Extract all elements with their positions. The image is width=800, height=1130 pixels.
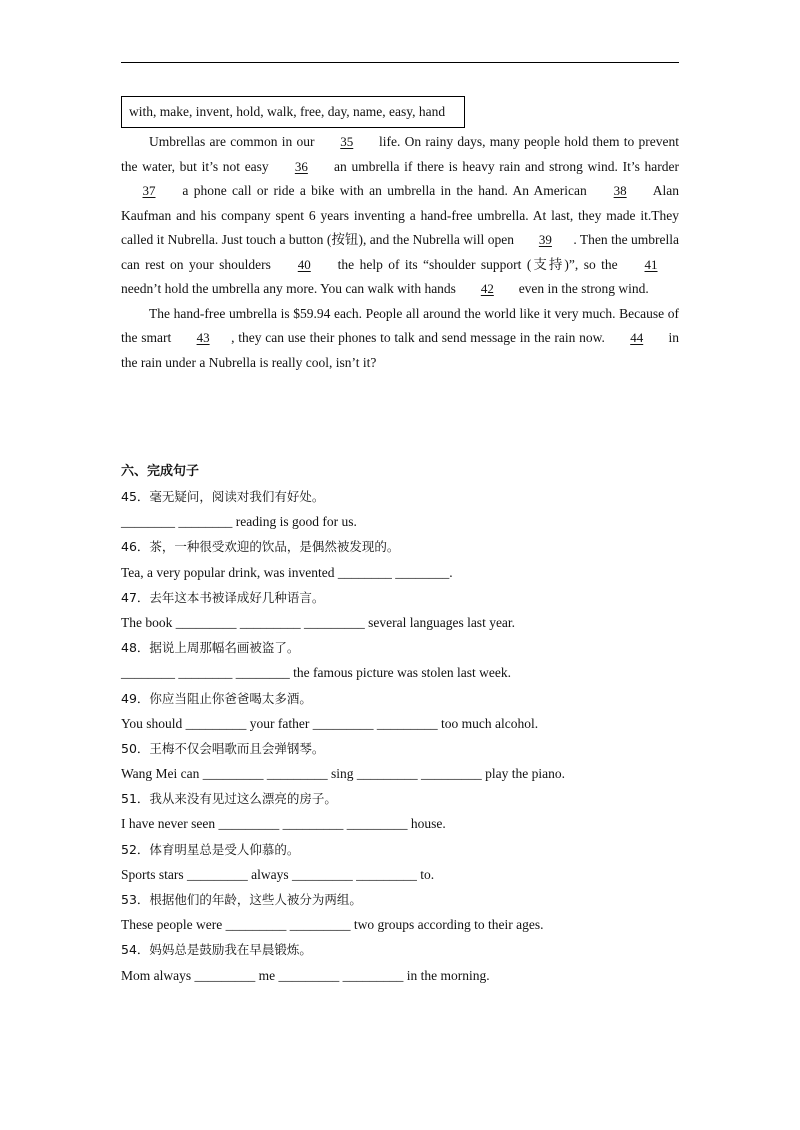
blank-36: 36 — [294, 158, 308, 174]
blank-43: 43 — [196, 330, 210, 345]
blank-42: 42 — [480, 281, 494, 296]
blank-39: 39 — [538, 232, 552, 247]
question-47-chinese: 47．去年这本书被译成好几种语言。 — [121, 589, 325, 605]
passage-text: the help of its “shoulder support (支持)”, so the — [332, 256, 624, 272]
sentence-completion-section — [121, 460, 681, 988]
question-46-english: Tea, a very popular drink, was invented ________ ________. — [121, 564, 453, 580]
question-50-english: Wang Mei can _________ _________ sing _________ _________ play the piano. — [121, 766, 565, 782]
question-46-chinese: 46．茶，一种很受欢迎的饮品，是偶然被发现的。 — [121, 539, 400, 555]
passage-text: an umbrella if there is heavy rain and strong wind. It’s harder — [329, 158, 679, 174]
question-54-chinese: 54．妈妈总是鼓励我在早晨锻炼。 — [121, 942, 312, 958]
question-45-chinese: 45．毫无疑问，阅读对我们有好处。 — [121, 489, 325, 504]
question-51-english: I have never seen _________ _________ _________ house. — [121, 816, 446, 832]
header-rule — [121, 62, 679, 63]
question-47-english: The book _________ _________ _________ several languages last year. — [121, 614, 516, 630]
blank-38: 38 — [613, 183, 627, 198]
passage-text: . Then the umbrella can rest on your shoulders — [121, 232, 680, 272]
question-53-chinese: 53．根据他们的年龄，这些人被分为两组。 — [121, 892, 362, 907]
question-48-english: ________ ________ ________ the famous picture was stolen last week. — [121, 665, 511, 681]
passage-text: in the rain under a Nubrella is really cool, isn’t it? — [121, 330, 679, 370]
passage-text: even in the strong wind. — [515, 281, 649, 296]
cloze-passage — [121, 130, 679, 375]
passage-paragraph-1 — [121, 130, 679, 302]
question-53-english: These people were _________ _________ two groups according to their ages. — [121, 917, 544, 933]
word-bank-box: with, make, invent, hold, walk, free, day, name, easy, hand — [121, 96, 465, 128]
question-49-english: You should _________ your father _________ _________ too much alcohol. — [121, 715, 539, 731]
question-54-english: Mom always _________ me _________ _________ in the morning. — [121, 967, 490, 983]
question-45-english: ________ ________ reading is good for us. — [121, 514, 357, 530]
question-48-chinese: 48．据说上周那幅名画被盗了。 — [121, 640, 300, 656]
question-51-chinese: 51．我从来没有见过这么漂亮的房子。 — [121, 791, 337, 807]
question-52-chinese: 52．体育明星总是受人仰慕的。 — [121, 841, 300, 857]
question-49-chinese: 49．你应当阻止你爸爸喝太多酒。 — [121, 690, 312, 706]
blank-37: 37 — [142, 183, 156, 198]
blank-40: 40 — [297, 256, 311, 272]
question-52-english: Sports stars _________ always _________ _________ to. — [121, 866, 435, 882]
passage-text: The hand-free umbrella is $59.94 each. People all around the world like it very much. Because of the smart — [121, 305, 679, 345]
passage-text: needn’t hold the umbrella any more. You can walk with hands — [121, 281, 460, 296]
blank-41: 41 — [644, 256, 658, 272]
passage-text: life. On rainy days, many people hold them to prevent the water, but it’s not easy — [121, 134, 679, 174]
passage-paragraph-2 — [121, 302, 679, 376]
question-50-chinese: 50．王梅不仅会唱歌而且会弹钢琴。 — [121, 740, 325, 756]
blank-35: 35 — [340, 134, 354, 149]
passage-text: Alan Kaufman and his company spent 6 years inventing a hand-free umbrella. At last, they made it.They called it Nubrella. Just touch a button (按钮), and the Nubrella will open — [121, 183, 679, 247]
section-title: 六、完成句子 — [121, 464, 200, 479]
blank-44: 44 — [630, 330, 644, 345]
passage-text: a phone call or ride a bike with an umbrella in the hand. An American — [177, 183, 593, 198]
passage-text: Umbrellas are common in our — [149, 134, 319, 149]
passage-text: , they can use their phones to talk and send message in the rain now. — [231, 330, 609, 345]
